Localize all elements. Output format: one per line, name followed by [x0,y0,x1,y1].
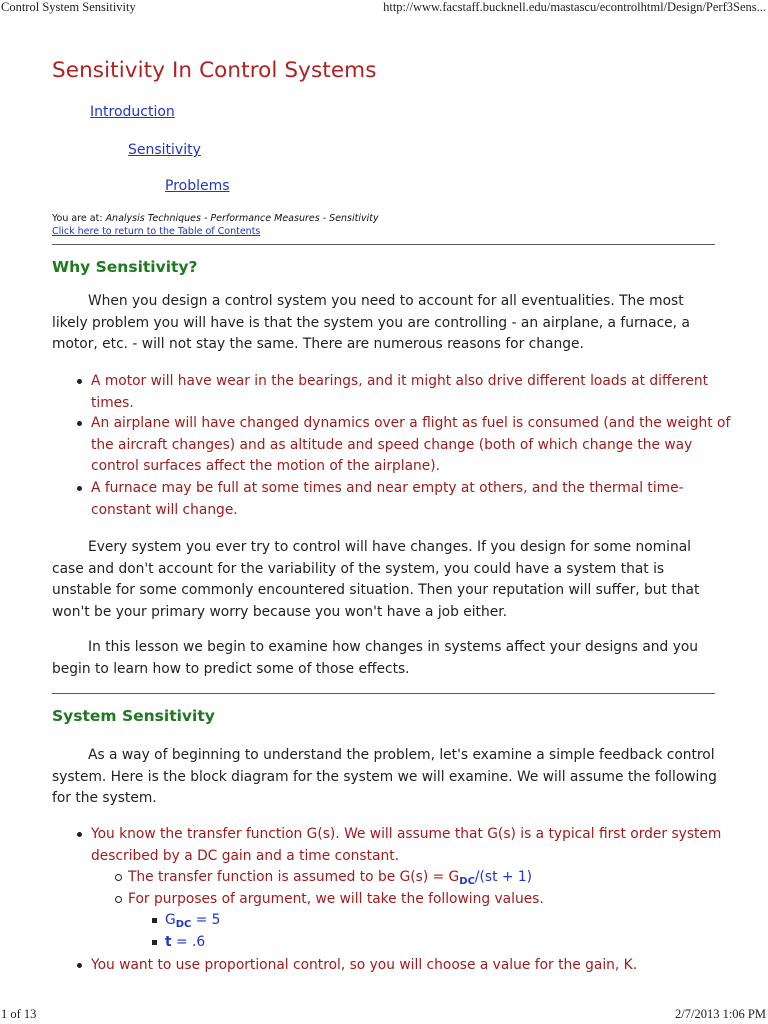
page-title: Sensitivity In Control Systems [52,58,377,83]
print-url: http://www.facstaff.bucknell.edu/mastascu/econtrolhtml/Design/Perf3Sens... [383,0,766,14]
divider [52,244,715,245]
breadcrumb [52,213,379,224]
symbol: G [165,912,176,928]
toc-link[interactable]: Click here to return to the Table of Contents [52,226,261,237]
list-item [91,371,731,414]
list-item-text: A motor will have wear in the bearings, and it might also drive different loads at different times. [91,373,708,411]
paragraph-lesson: In this lesson we begin to examine how changes in systems affect your designs and you begin to learn how to predict some of those effects. [52,639,699,677]
list-item-text: The transfer function is assumed to be G(s) = G [128,869,460,885]
list-item-text: You want to use proportional control, so you will choose a value for the gain, K. [91,957,638,973]
divider [52,693,715,694]
list-item [128,889,728,911]
list-item [91,478,731,521]
subscript: DC [459,876,475,887]
formula-tail: /(st + 1) [474,869,533,885]
bullet-icon [77,963,82,968]
bullet-icon [77,486,82,491]
bullet-icon [115,874,122,881]
bullet-icon [152,940,157,945]
list-item [91,413,731,478]
value: = 5 [191,912,221,928]
paragraph-changes: Every system you ever try to control will have changes. If you design for some nominal case and don't account for the variability of the system, you could have a system that is unstable for some commonly encountered situation. Then your reputation will suffer, but that won't be your primary worry because you won't have a job either. [52,539,700,620]
bullet-icon [152,918,157,923]
bullet-icon [77,421,82,426]
print-header [0,0,768,16]
subscript: DC [175,919,192,930]
print-page-title: Control System Sensitivity [1,0,136,14]
section-heading-system-sensitivity: System Sensitivity [52,707,215,725]
nav-link-introduction[interactable]: Introduction [90,104,175,120]
list-item-text: For purposes of argument, we will take the following values. [128,891,544,907]
paragraph-system-intro: As a way of beginning to understand the problem, let's examine a simple feedback control system. Here is the block diagram for the system we will examine. We will assume the following for the system. [52,747,717,806]
list-item [91,824,731,867]
breadcrumb-prefix: You are at: [52,213,103,224]
section-heading-why-sensitivity: Why Sensitivity? [52,258,198,276]
list-item-text: A furnace may be full at some times and near empty at others, and the thermal time-constant will change. [91,480,684,518]
print-footer [0,1006,768,1024]
list-item [91,955,731,977]
bullet-icon [115,896,122,903]
paragraph-intro: When you design a control system you need to account for all eventualities. The most likely problem you will have is that the system you are controlling - an airplane, a furnace, a motor, etc. - will not stay the same. There are numerous reasons for change. [52,293,690,352]
list-item-text: You know the transfer function G(s). We will assume that G(s) is a typical first order system described by a DC gain and a time constant. [91,826,722,864]
print-page-number: 1 of 13 [1,1007,37,1021]
symbol: t [165,934,172,950]
bullet-icon [77,832,82,837]
list-item [165,932,465,954]
list-item-text: An airplane will have changed dynamics over a flight as fuel is consumed (and the weight of the aircraft changes) and as altitude and speed change (both of which change the way control surfaces affect the motion of the airplane). [91,415,731,474]
breadcrumb-path: Analysis Techniques - Performance Measures - Sensitivity [105,213,379,224]
value: = .6 [171,934,206,950]
nav-link-sensitivity[interactable]: Sensitivity [128,142,201,158]
bullet-icon [77,379,82,384]
nav-link-problems[interactable]: Problems [165,178,230,194]
print-datetime: 2/7/2013 1:06 PM [675,1007,766,1021]
